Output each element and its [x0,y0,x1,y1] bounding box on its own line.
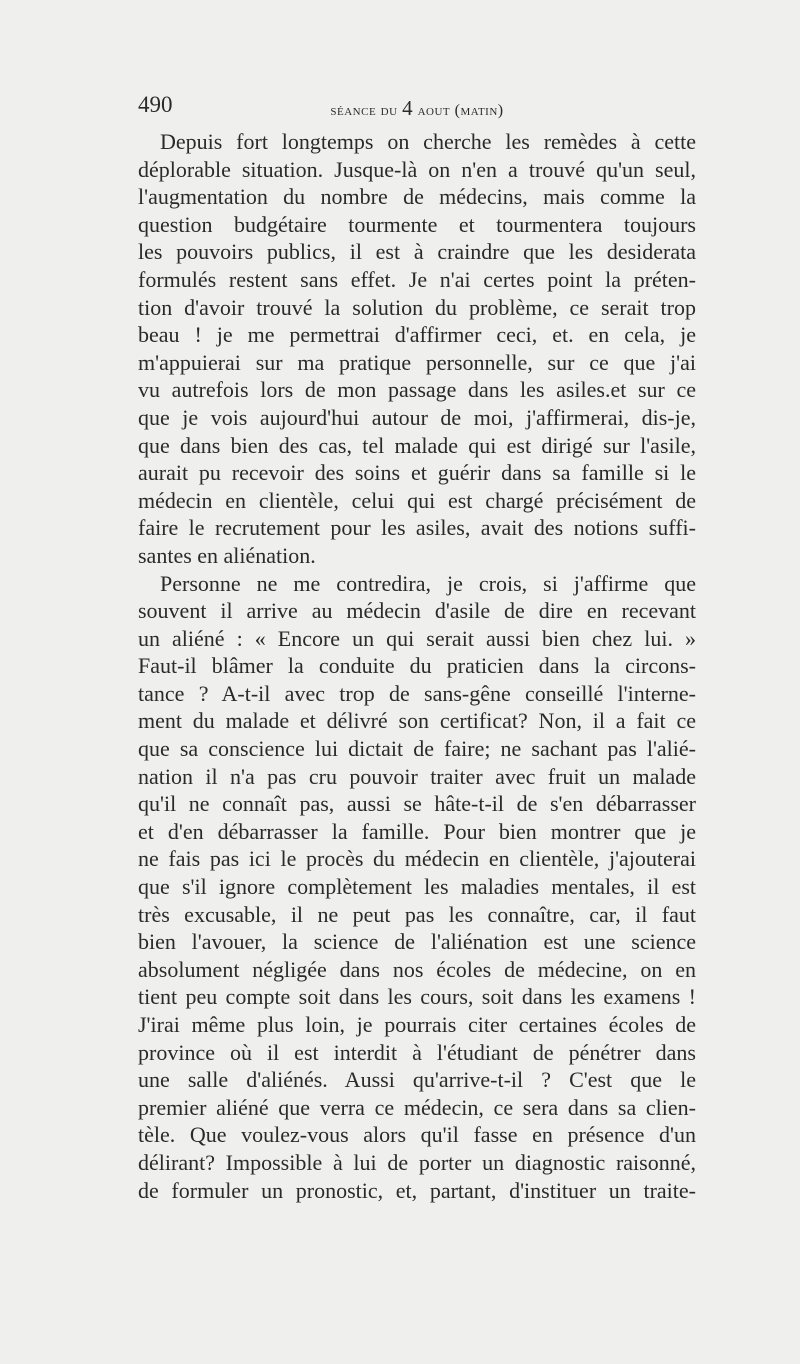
text-line: ne fais pas ici le procès du médecin en clientèle, j'ajouterai [138,846,696,872]
text-line: Faut-il blâmer la conduite du praticien dans la circons- [138,653,696,679]
text-line: beau ! je me permettrai d'affirmer ceci, et. en cela, je [138,322,696,348]
text-line: J'irai même plus loin, je pourrais citer certaines écoles de [138,1012,696,1037]
text-line: que sa conscience lui dictait de faire; ne sachant pas l'alié- [138,736,696,762]
text-line: premier aliéné que verra ce médecin, ce sera dans sa clien- [138,1094,696,1120]
running-head [138,96,696,121]
text-line: tient peu compte soit dans les cours, soit dans les examens ! [138,984,696,1010]
text-line: bien l'avouer, la science de l'aliénation est une science [138,929,696,955]
text-line: de formuler un pronostic, et, partant, d'instituer un traite- [138,1177,696,1203]
page-header [138,92,696,122]
text-line: santes en aliénation. [138,542,316,568]
body-text [138,128,696,1204]
text-line: qu'il ne connaît pas, aussi se hâte-t-il de s'en débarrasser [138,791,696,817]
running-head-day: 4 [402,96,414,120]
text-line: l'augmentation du nombre de médecins, mais comme la [138,184,696,210]
text-line: Depuis fort longtemps on cherche les remèdes à cette [160,129,696,154]
text-line: souvent il arrive au médecin d'asile de dire en recevant [138,598,696,624]
text-line: ment du malade et délivré son certificat? Non, il a fait ce [138,708,696,734]
paragraph-2 [138,570,696,1205]
text-line: les pouvoirs publics, il est à craindre que les desiderata [138,239,696,265]
page-number: 490 [138,92,173,117]
text-line: tion d'avoir trouvé la solution du problème, ce serait trop [138,294,696,320]
text-line: m'appuierai sur ma pratique personnelle, sur ce que j'ai [138,349,696,375]
text-line: question budgétaire tourmente et tourmentera toujours [138,211,696,237]
running-head-pre: séance du [330,102,403,119]
text-line: aurait pu recevoir des soins et guérir dans sa famille si le [138,460,696,486]
text-line: très excusable, il ne peut pas les connaître, car, il faut [138,901,696,927]
text-line: une salle d'aliénés. Aussi qu'arrive-t-il ? C'est que le [138,1067,696,1093]
running-head-post: aout (matin) [413,102,504,119]
text-line: et d'en débarrasser la famille. Pour bien montrer que je [138,818,696,844]
text-line: province où il est interdit à l'étudiant de pénétrer dans [138,1039,696,1065]
text-line: absolument négligée dans nos écoles de médecine, on en [138,956,696,982]
text-line: déplorable situation. Jusque-là on n'en a trouvé qu'un seul, [138,156,696,182]
text-line: que s'il ignore complètement les maladies mentales, il est [138,874,696,900]
text-line: faire le recrutement pour les asiles, avait des notions suffi- [138,515,696,541]
text-line: vu autrefois lors de mon passage dans les asiles.et sur ce [138,377,696,403]
text-line: tance ? A-t-il avec trop de sans-gêne conseillé l'interne- [138,680,696,706]
text-line: médecin en clientèle, celui qui est chargé précisément de [138,487,696,513]
text-line: un aliéné : « Encore un qui serait aussi bien chez lui. » [138,625,696,651]
paragraph-1 [138,128,696,570]
text-line: que dans bien des cas, tel malade qui est dirigé sur l'asile, [138,432,696,458]
text-line: Personne ne me contredira, je crois, si j'affirme que [160,570,696,596]
text-line: nation il n'a pas cru pouvoir traiter avec fruit un malade [138,763,696,789]
text-line: délirant? Impossible à lui de porter un diagnostic raisonné, [138,1149,696,1175]
text-line: tèle. Que voulez-vous alors qu'il fasse en présence d'un [138,1122,696,1148]
text-line: formulés restent sans effet. Je n'ai certes point la préten- [138,266,696,292]
text-line: que je vois aujourd'hui autour de moi, j'affirmerai, dis-je, [138,404,696,430]
